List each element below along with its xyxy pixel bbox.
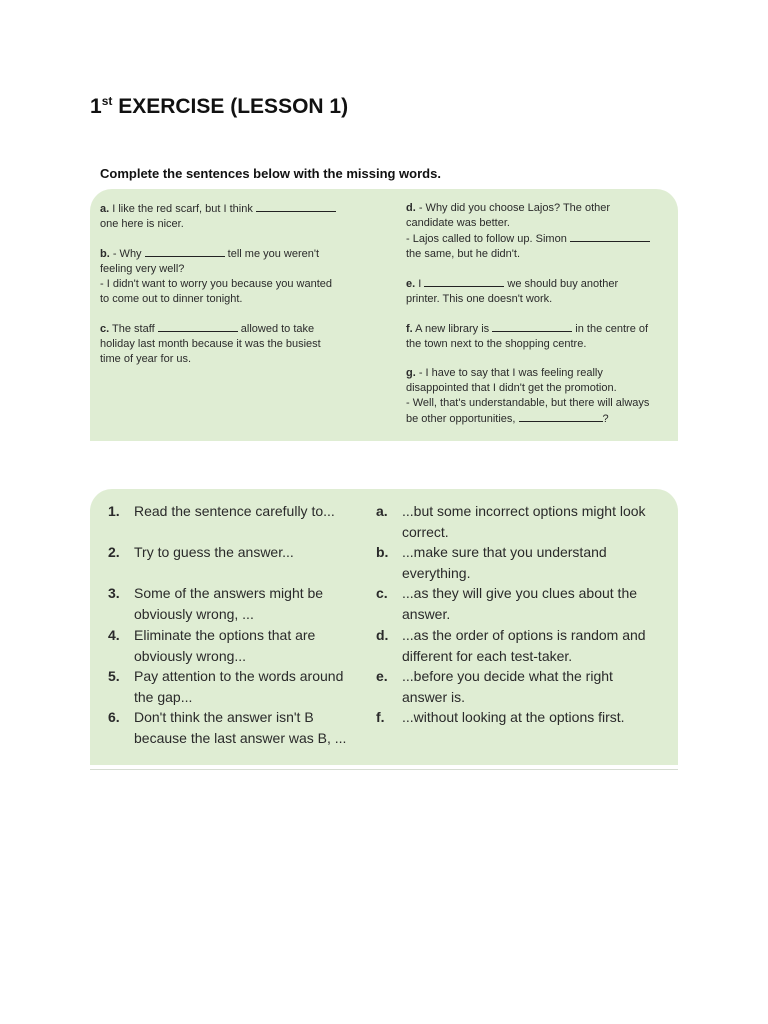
- left-item-number: 3.: [108, 585, 120, 601]
- right-item-number: e.: [376, 668, 388, 684]
- answer-blank[interactable]: [256, 201, 336, 212]
- right-item-text: everything.: [402, 565, 471, 581]
- divider: [90, 769, 678, 770]
- left-item-text: obviously wrong...: [134, 648, 247, 664]
- gap-item-g: g. - I have to say that I was feeling really disappointed that I didn't get the promotion. - Well, that's understandable, but there will always be other opportunities, ?: [406, 367, 650, 425]
- right-item-number: d.: [376, 627, 389, 643]
- right-item-text: ...as the order of options is random and: [402, 627, 646, 643]
- right-item-text: answer.: [402, 606, 451, 622]
- left-item-text: Read the sentence carefully to...: [134, 503, 335, 519]
- title-number: 1: [90, 95, 102, 118]
- right-item-text: ...without looking at the options first.: [402, 709, 625, 725]
- left-item-text: Some of the answers might be: [134, 585, 324, 601]
- right-item-text: correct.: [402, 524, 449, 540]
- title-text: EXERCISE (LESSON 1): [112, 95, 349, 118]
- title-ordinal: st: [101, 94, 113, 108]
- left-item-number: 4.: [108, 627, 120, 643]
- gap-item-d: d. - Why did you choose Lajos? The other candidate was better. - Lajos called to follow up. Simon the same, but he didn't.: [406, 201, 672, 262]
- left-item-text: obviously wrong, ...: [134, 606, 254, 622]
- right-item-text: answer is.: [402, 689, 466, 705]
- left-item-number: 1.: [108, 503, 120, 519]
- gap-item-b: b. - Why tell me you weren't feeling very well? - I didn't want to worry you because you wanted to come out to dinner tonight.: [100, 248, 333, 305]
- right-item-number: a.: [376, 503, 388, 519]
- answer-blank[interactable]: [570, 231, 650, 242]
- right-item-number: c.: [376, 585, 388, 601]
- right-item-text: ...make sure that you understand: [402, 544, 607, 560]
- gap-item-a: a. I like the red scarf, but I think one here is nicer.: [100, 201, 362, 232]
- answer-blank[interactable]: [519, 411, 603, 422]
- answer-blank[interactable]: [424, 276, 504, 287]
- page-title: [90, 94, 348, 119]
- right-item-text: ...but some incorrect options might look: [402, 503, 646, 519]
- gap-item-e: e. I we should buy another printer. This one doesn't work.: [406, 278, 619, 305]
- gap-item-f: f. A new library is in the centre of the town next to the shopping centre.: [406, 323, 649, 350]
- answer-blank[interactable]: [145, 246, 225, 257]
- gap-fill-left-column: [100, 201, 362, 381]
- left-item-text: Try to guess the answer...: [134, 544, 294, 560]
- left-item-text: Don't think the answer isn't B: [134, 709, 314, 725]
- right-item-text: ...as they will give you clues about the: [402, 585, 638, 601]
- left-item-text: because the last answer was B, ...: [134, 730, 347, 746]
- left-item-number: 5.: [108, 668, 120, 684]
- answer-blank[interactable]: [158, 321, 238, 332]
- left-item-number: 2.: [108, 544, 120, 560]
- right-item-number: b.: [376, 544, 389, 560]
- matching-box: [90, 489, 678, 765]
- exercise-instruction: Complete the sentences below with the missing words.: [100, 166, 441, 181]
- right-item-text: ...before you decide what the right: [402, 668, 613, 684]
- left-item-text: Pay attention to the words around: [134, 668, 344, 684]
- gap-fill-box: [90, 189, 678, 441]
- right-item-text: different for each test-taker.: [402, 648, 573, 664]
- left-item-text: Eliminate the options that are: [134, 627, 316, 643]
- gap-fill-right-column: [406, 201, 672, 441]
- gap-item-c: c. The staff allowed to take holiday last month because it was the busiest time of year for us.: [100, 323, 321, 365]
- right-item-number: f.: [376, 709, 385, 725]
- left-item-number: 6.: [108, 709, 120, 725]
- left-item-text: the gap...: [134, 689, 193, 705]
- answer-blank[interactable]: [492, 321, 572, 332]
